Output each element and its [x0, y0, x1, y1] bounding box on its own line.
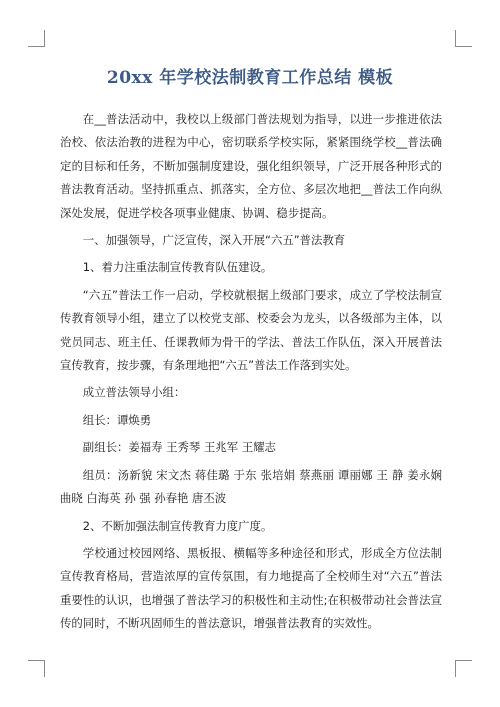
subsection-heading-1: 1、着力注重法制宣传教育队伍建设。 — [82, 260, 273, 275]
section-heading-1: 一、加强领导，广泛宣传，深入开展“六五”普法教育 — [82, 233, 346, 248]
crop-mark-top-left — [28, 30, 45, 47]
document-body — [60, 108, 442, 640]
paragraph-intro: 在__普法活动中，我校以上级部门普法规划为指导，以进一步推进依法治校、依法治教的进程为中心，密切联系学校实际，紧紧围绕学校__普法确定的目标和任务，不断加强制度建设，强化组织领导，广泛开展各种形式的普法教育活动。坚持抓重点、抓落实，全方位、多层次地把__普法工作向纵深处发展，促进学校各项事业健康、协调、稳步提高。 — [60, 112, 442, 220]
paragraph-group-intro: 成立普法领导小组： — [82, 385, 186, 400]
subsection-heading-2: 2、不断加强法制宣传教育力度广度。 — [82, 518, 273, 533]
crop-mark-bottom-right — [455, 660, 472, 677]
paragraph-deputy-leaders: 副组长：姜福寿 王秀琴 王兆军 王耀志 — [82, 440, 276, 455]
document-title: 20xx 年学校法制教育工作总结 模板 — [106, 68, 394, 88]
paragraph-leader: 组长：谭焕勇 — [82, 412, 152, 427]
paragraph-members: 组员：汤新貌 宋文杰 蒋佳璐 于东 张培娟 蔡燕丽 谭丽娜 王 静 姜永娴 曲晓 白海英 孙 强 孙春艳 唐丕波 — [60, 467, 442, 506]
crop-mark-bottom-left — [28, 660, 45, 677]
paragraph-publicity: 学校通过校园网络、黑板报、横幅等多种途径和形式，形成全方位法制宣传教育格局，营造浓厚的宣传氛围，有力地提高了全校师生对“六五”普法重要性的认识，也增强了普法学习的积极性和主动性;在积极带动社会普法宣传的同时，不断巩固师生的普法意识，增强普法教育的实效性。 — [60, 545, 442, 631]
paragraph-team: “六五”普法工作一启动，学校就根据上级部门要求，成立了学校法制宣传教育领导小组，建立了以校党支部、校委会为龙头，以各级部为主体，以党员同志、班主任、任课教师为骨干的学法、普法工作队伍，深入开展普法宣传教育，按步骤，有条理地把“六五”普法工作落到实处。 — [60, 287, 442, 373]
crop-mark-top-right — [455, 30, 472, 47]
